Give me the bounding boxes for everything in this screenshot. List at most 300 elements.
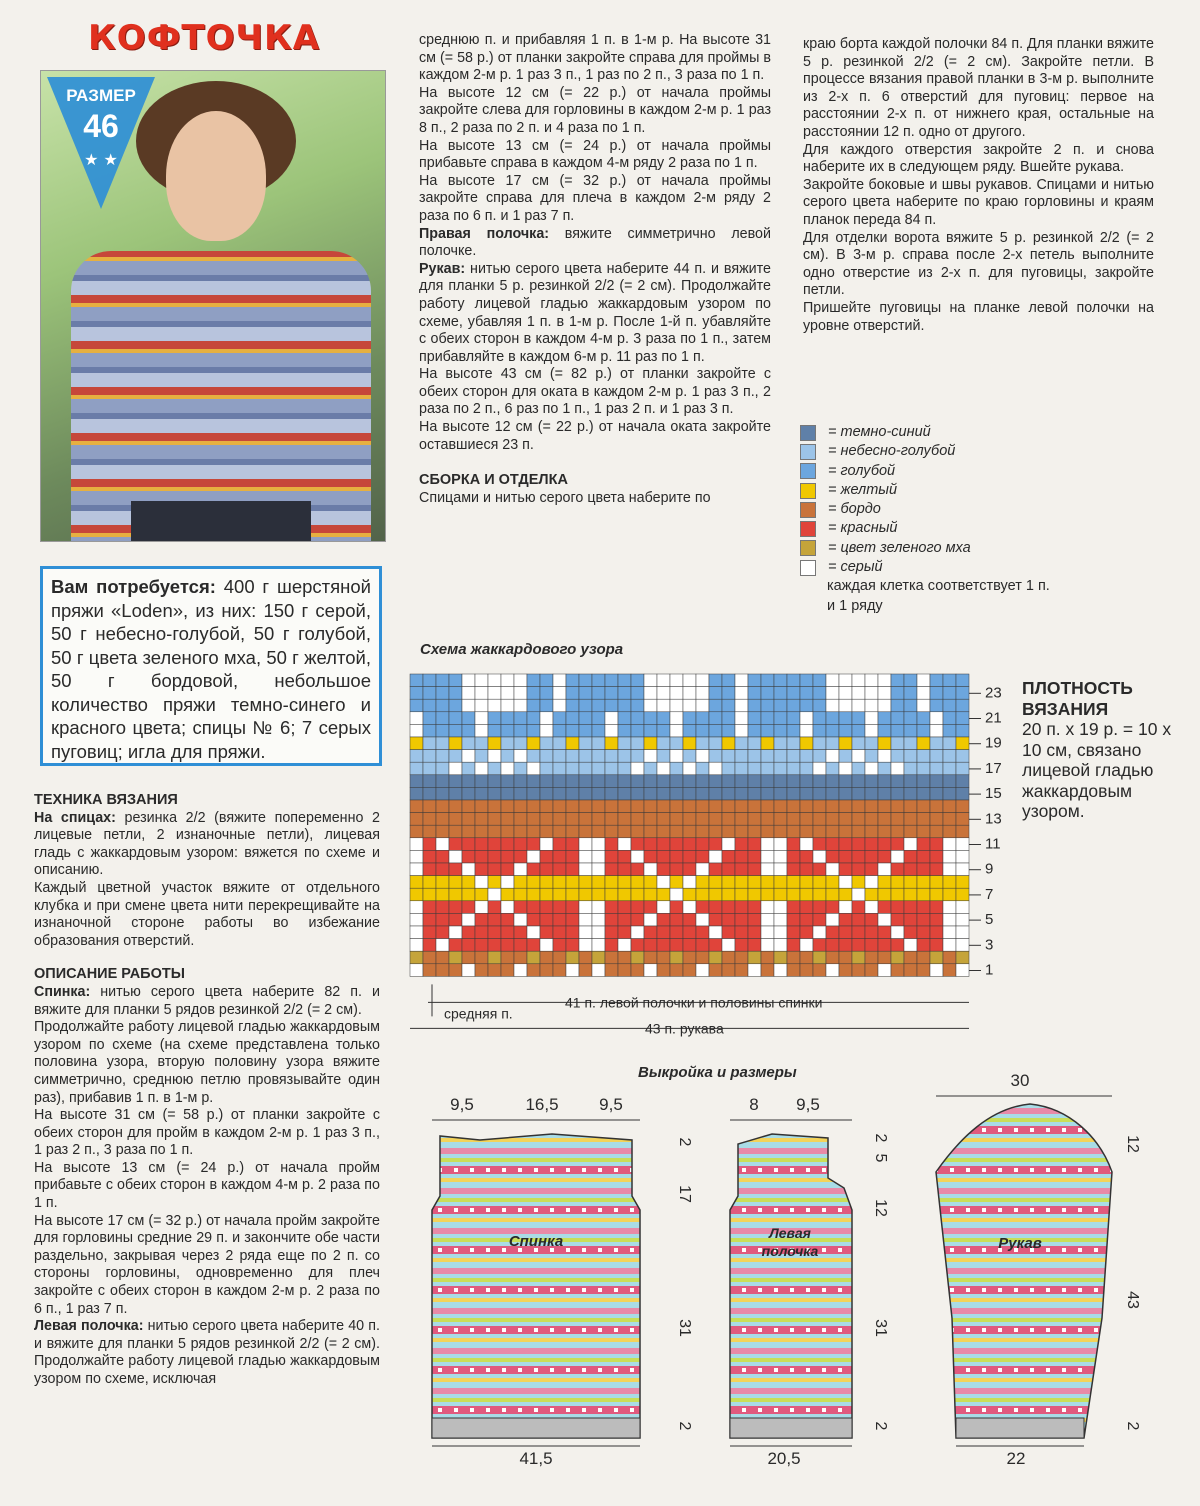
schema-row-label: 23 <box>985 684 1002 702</box>
schema-cell <box>891 775 904 788</box>
schema-cell <box>761 775 774 788</box>
schema-cell <box>553 687 566 700</box>
schema-cell <box>696 724 709 737</box>
schema-cell <box>722 888 735 901</box>
schema-cell <box>423 813 436 826</box>
schema-cell <box>748 850 761 863</box>
schema-cell <box>488 939 501 952</box>
schema-cell <box>462 951 475 964</box>
schema-cell <box>748 813 761 826</box>
schema-cell <box>631 813 644 826</box>
schema-cell <box>670 750 683 763</box>
schema-cell <box>488 687 501 700</box>
schema-cell <box>527 724 540 737</box>
schema-cell <box>826 863 839 876</box>
schema-cell <box>527 825 540 838</box>
schema-cell <box>475 750 488 763</box>
schema-cell <box>449 964 462 977</box>
schema-cell <box>774 800 787 813</box>
schema-cell <box>423 850 436 863</box>
technique-text: резинка 2/2 (вяжите попеременно 2 лицевые петли, 2 изнаночные петли), лицевая гладь с жаккардовым узором: вяжется по схеме и описанию. <box>34 809 380 879</box>
schema-cell <box>943 939 956 952</box>
schema-cell <box>657 813 670 826</box>
schema-cell <box>917 712 930 725</box>
schema-cell <box>696 762 709 775</box>
badge-stars: ★ ★ <box>84 150 118 169</box>
schema-cell <box>722 825 735 838</box>
schema-cell <box>865 926 878 939</box>
schema-cell <box>501 787 514 800</box>
schema-cell <box>748 901 761 914</box>
schema-cell <box>631 850 644 863</box>
schema-cell <box>644 750 657 763</box>
schema-cell <box>865 737 878 750</box>
schema-cell <box>761 913 774 926</box>
schema-cell <box>904 825 917 838</box>
article-title: КОФТОЧКА <box>88 18 321 58</box>
schema-cell <box>943 750 956 763</box>
schema-cell <box>748 876 761 889</box>
schema-cell <box>605 787 618 800</box>
schema-cell <box>436 913 449 926</box>
schema-cell <box>800 800 813 813</box>
legend-label: = голубой <box>828 462 896 479</box>
schema-cell <box>865 800 878 813</box>
schema-cell <box>943 850 956 863</box>
schema-cell <box>696 876 709 889</box>
schema-cell <box>644 825 657 838</box>
schema-cell <box>527 951 540 964</box>
schema-cell <box>748 939 761 952</box>
schema-cell <box>657 825 670 838</box>
schema-cell <box>930 674 943 687</box>
schema-cell <box>839 787 852 800</box>
schema-cell <box>592 800 605 813</box>
schema-cell <box>813 813 826 826</box>
schema-cell <box>462 939 475 952</box>
left-front-p4: На высоте 17 см (= 32 р.) от начала проймы закройте справа для плеча в каждом 2-м ряду 2 раза по 6 п. и 1 раз 7 п. <box>419 172 771 224</box>
schema-cell <box>865 699 878 712</box>
schema-cell <box>917 762 930 775</box>
schema-cell <box>722 674 735 687</box>
schema-cell <box>748 775 761 788</box>
materials-box <box>40 566 382 766</box>
schema-cell <box>852 687 865 700</box>
materials-text: 400 г шерстяной пряжи «Loden», из них: 150 г серой, 50 г небесно-голубой, 50 г голубой, 50 г цвета зеленого мха, 50 г желтой, 50 г бордовой, небольшое количество пряжи темно-синего и красного цвета; спицы № 6; 7 серых пуговиц; игла для пряжи. <box>51 576 371 762</box>
assembly-p1: краю борта каждой полочки 84 п. Для планки вяжите 5 р. резинкой 2/2 (= 2 см). Закройте петли. В процессе вязания правой планки в 3-м р. выполните из 2-х п. 6 отверстий для пуговиц: первое на расстоянии 2-х п. от нижнего края, остальные на расстоянии 12 п. одно от другого. <box>803 36 1154 140</box>
schema-cell <box>579 913 592 926</box>
schema-cell <box>410 813 423 826</box>
schema-cell <box>592 699 605 712</box>
schema-cell <box>579 964 592 977</box>
schema-cell <box>735 800 748 813</box>
schema-cell <box>761 813 774 826</box>
schema-cell <box>631 939 644 952</box>
schema-cell <box>657 737 670 750</box>
schema-cell <box>644 737 657 750</box>
schema-cell <box>579 775 592 788</box>
size-badge <box>47 77 155 209</box>
schema-cell <box>644 951 657 964</box>
schema-cell <box>930 926 943 939</box>
photo-face <box>166 111 266 241</box>
schema-cell <box>683 750 696 763</box>
sleeve-text: нитью серого цвета наберите 44 п. и вяжите для планки 5 р. резинкой 2/2 (= 2 см). Продолжайте работу лицевой гладью жаккардовым узором по схеме, убавляя 1 п. в 1-м р. После 1-й п. убавляйте с обеих сторон в каждом 4-м р. 3 раза по 1 п., затем прибавляйте в каждом 6-м р. 11 раз по 1 п. <box>419 260 771 365</box>
front-width-label: 41 п. левой полочки и половины спинки <box>565 994 823 1011</box>
schema-cell <box>540 813 553 826</box>
schema-cell <box>553 825 566 838</box>
schema-cell <box>462 964 475 977</box>
legend-item <box>800 539 1050 558</box>
sleeve-dim-top: 30 <box>1010 1071 1030 1090</box>
schema-cell <box>852 850 865 863</box>
schema-cell <box>930 888 943 901</box>
schema-cell <box>761 901 774 914</box>
schema-cell <box>501 699 514 712</box>
schema-cell <box>904 800 917 813</box>
schema-cell <box>904 850 917 863</box>
density-heading-2: ВЯЗАНИЯ <box>1022 698 1109 719</box>
schema-cell <box>527 787 540 800</box>
schema-cell <box>527 863 540 876</box>
schema-cell <box>592 939 605 952</box>
schema-cell <box>605 724 618 737</box>
schema-cell <box>605 712 618 725</box>
column-1 <box>34 792 380 1389</box>
schema-cell <box>618 762 631 775</box>
schema-cell <box>449 939 462 952</box>
schema-cell <box>449 825 462 838</box>
schema-cell <box>553 712 566 725</box>
pattern-pieces <box>400 1068 1160 1478</box>
schema-row-label: 11 <box>985 835 1001 853</box>
schema-cell <box>839 951 852 964</box>
schema-cell <box>605 901 618 914</box>
schema-cell <box>904 838 917 851</box>
schema-cell <box>644 913 657 926</box>
schema-cell <box>891 850 904 863</box>
schema-cell <box>423 901 436 914</box>
back-p3: На высоте 31 см (= 58 р.) от планки закройте с обеих сторон для пройм в каждом 2-м р. 1 раз 3 п., 1 раз 2 п., 3 раза по 1 п. <box>34 1107 380 1159</box>
schema-cell <box>631 825 644 838</box>
schema-cell <box>631 913 644 926</box>
schema-cell <box>475 762 488 775</box>
schema-cell <box>488 762 501 775</box>
schema-cell <box>696 901 709 914</box>
schema-cell <box>748 800 761 813</box>
schema-cell <box>709 750 722 763</box>
schema-cell <box>709 762 722 775</box>
schema-cell <box>722 863 735 876</box>
schema-cell <box>501 825 514 838</box>
schema-cell <box>722 787 735 800</box>
schema-cell <box>527 712 540 725</box>
schema-cell <box>787 825 800 838</box>
schema-cell <box>735 838 748 851</box>
schema-cell <box>917 775 930 788</box>
schema-cell <box>527 888 540 901</box>
schema-cell <box>592 926 605 939</box>
schema-cell <box>449 926 462 939</box>
schema-cell <box>579 863 592 876</box>
schema-cell <box>943 863 956 876</box>
schema-cell <box>436 901 449 914</box>
schema-cell <box>891 926 904 939</box>
schema-cell <box>618 901 631 914</box>
schema-cell <box>592 712 605 725</box>
schema-cell <box>696 737 709 750</box>
schema-cell <box>709 737 722 750</box>
schema-cell <box>657 674 670 687</box>
color-legend <box>800 423 1050 616</box>
schema-cell <box>514 787 527 800</box>
schema-cell <box>501 724 514 737</box>
schema-cell <box>527 813 540 826</box>
schema-cell <box>774 724 787 737</box>
schema-cell <box>878 850 891 863</box>
schema-cell <box>761 850 774 863</box>
schema-cell <box>878 913 891 926</box>
schema-cell <box>631 674 644 687</box>
schema-cell <box>540 964 553 977</box>
schema-cell <box>748 699 761 712</box>
schema-cell <box>566 838 579 851</box>
schema-cell <box>631 699 644 712</box>
schema-cell <box>579 838 592 851</box>
schema-cell <box>943 888 956 901</box>
schema-cell <box>774 939 787 952</box>
schema-cell <box>813 737 826 750</box>
schema-cell <box>839 737 852 750</box>
schema-cell <box>553 913 566 926</box>
schema-cell <box>579 813 592 826</box>
schema-cell <box>657 964 670 977</box>
front-dim-bottom: 20,5 <box>767 1449 801 1468</box>
front-dim-h3: 12 <box>872 1199 889 1217</box>
schema-cell <box>683 699 696 712</box>
schema-cell <box>722 876 735 889</box>
badge-label: РАЗМЕР <box>66 86 136 105</box>
schema-cell <box>891 737 904 750</box>
legend-swatch <box>800 425 816 441</box>
schema-cell <box>852 901 865 914</box>
schema-cell <box>917 939 930 952</box>
schema-cell <box>943 913 956 926</box>
schema-cell <box>501 876 514 889</box>
schema-cell <box>813 712 826 725</box>
schema-cell <box>930 850 943 863</box>
schema-cell <box>813 876 826 889</box>
schema-cell <box>735 712 748 725</box>
schema-cell <box>826 850 839 863</box>
schema-cell <box>748 750 761 763</box>
legend-swatch <box>800 560 816 576</box>
schema-cell <box>943 876 956 889</box>
schema-cell <box>410 687 423 700</box>
schema-cell <box>631 863 644 876</box>
middle-stitch-label: средняя п. <box>444 1005 513 1022</box>
schema-cell <box>917 901 930 914</box>
schema-cell <box>540 939 553 952</box>
schema-cell <box>878 863 891 876</box>
schema-cell <box>787 775 800 788</box>
schema-cell <box>410 724 423 737</box>
schema-cell <box>553 926 566 939</box>
schema-cell <box>605 838 618 851</box>
back-dim-h2: 17 <box>676 1185 693 1203</box>
schema-cell <box>800 850 813 863</box>
sleeve-p7: На высоте 12 см (= 22 р.) от начала оката закройте оставшиеся 23 п. <box>419 419 771 453</box>
schema-cell <box>852 762 865 775</box>
schema-cell <box>410 838 423 851</box>
left-front-text: нитью серого цвета наберите 40 п. и вяжите для планки 5 рядов резинкой 2/2 (= 2 см). Продолжайте работу лицевой гладью жаккардовым узором по схеме, исключая <box>34 1318 380 1387</box>
schema-cell <box>800 750 813 763</box>
schema-cell <box>683 888 696 901</box>
schema-cell <box>566 687 579 700</box>
schema-cell <box>878 687 891 700</box>
schema-cell <box>735 762 748 775</box>
schema-cell <box>865 687 878 700</box>
schema-cell <box>774 825 787 838</box>
schema-cell <box>761 951 774 964</box>
schema-cell <box>800 825 813 838</box>
schema-cell <box>644 712 657 725</box>
badge-size: 46 <box>83 108 119 144</box>
schema-cell <box>566 850 579 863</box>
schema-cell <box>774 850 787 863</box>
schema-row-label: 17 <box>985 759 1002 777</box>
schema-cell <box>540 913 553 926</box>
schema-cell <box>787 951 800 964</box>
schema-cell <box>579 750 592 763</box>
schema-cell <box>423 687 436 700</box>
schema-cell <box>722 724 735 737</box>
schema-cell <box>878 813 891 826</box>
schema-cell <box>644 762 657 775</box>
schema-cell <box>865 964 878 977</box>
sleeve-dim-h2: 43 <box>1124 1291 1141 1309</box>
schema-cell <box>709 712 722 725</box>
legend-label: = бордо <box>828 501 881 518</box>
schema-cell <box>410 737 423 750</box>
schema-cell <box>605 687 618 700</box>
schema-cell <box>592 951 605 964</box>
schema-cell <box>592 674 605 687</box>
schema-cell <box>683 926 696 939</box>
schema-cell <box>709 964 722 977</box>
schema-cell <box>540 787 553 800</box>
schema-cell <box>527 876 540 889</box>
schema-cell <box>501 951 514 964</box>
schema-cell <box>436 825 449 838</box>
schema-cell <box>527 800 540 813</box>
schema-cell <box>748 913 761 926</box>
schema-cell <box>566 913 579 926</box>
schema-cell <box>592 888 605 901</box>
schema-cell <box>423 888 436 901</box>
schema-cell <box>644 863 657 876</box>
schema-cell <box>514 724 527 737</box>
schema-cell <box>488 674 501 687</box>
schema-cell <box>787 750 800 763</box>
schema-cell <box>436 699 449 712</box>
schema-cell <box>813 926 826 939</box>
schema-cell <box>670 964 683 977</box>
schema-cell <box>696 850 709 863</box>
schema-cell <box>475 712 488 725</box>
front-dim-h1: 2 <box>872 1133 889 1143</box>
schema-cell <box>865 939 878 952</box>
schema-cell <box>540 838 553 851</box>
schema-cell <box>761 939 774 952</box>
schema-cell <box>462 838 475 851</box>
schema-cell <box>592 901 605 914</box>
schema-cell <box>735 724 748 737</box>
schema-cell <box>748 888 761 901</box>
schema-cell <box>449 750 462 763</box>
schema-cell <box>436 863 449 876</box>
schema-cell <box>475 775 488 788</box>
schema-cell <box>878 838 891 851</box>
back-label: Спинка: <box>34 983 91 1000</box>
schema-cell <box>839 775 852 788</box>
schema-cell <box>878 800 891 813</box>
schema-cell <box>735 939 748 952</box>
schema-cell <box>917 750 930 763</box>
schema-cell <box>644 787 657 800</box>
schema-cell <box>553 850 566 863</box>
legend-swatch <box>800 540 816 556</box>
schema-row-label: 1 <box>985 961 994 979</box>
schema-cell <box>683 800 696 813</box>
schema-cell <box>449 699 462 712</box>
back-dim-h3: 31 <box>676 1319 693 1337</box>
schema-cell <box>813 964 826 977</box>
schema-cell <box>618 775 631 788</box>
schema-cell <box>748 863 761 876</box>
schema-cell <box>527 939 540 952</box>
schema-cell <box>527 687 540 700</box>
legend-swatch <box>800 502 816 518</box>
schema-cell <box>865 813 878 826</box>
schema-cell <box>761 888 774 901</box>
schema-cell <box>943 926 956 939</box>
schema-cell <box>709 901 722 914</box>
schema-cell <box>722 750 735 763</box>
schema-cell <box>904 775 917 788</box>
schema-cell <box>683 687 696 700</box>
schema-cell <box>501 913 514 926</box>
schema-cell <box>410 750 423 763</box>
schema-cell <box>917 863 930 876</box>
schema-cell <box>475 838 488 851</box>
schema-cell <box>683 964 696 977</box>
sleeve-width-label: 43 п. рукава <box>645 1020 724 1037</box>
schema-cell <box>670 775 683 788</box>
schema-cell <box>670 800 683 813</box>
schema-cell <box>696 712 709 725</box>
schema-cell <box>670 699 683 712</box>
schema-cell <box>956 699 969 712</box>
right-front-label: Правая полочка: <box>419 225 550 242</box>
schema-cell <box>774 863 787 876</box>
schema-cell <box>657 775 670 788</box>
schema-cell <box>605 813 618 826</box>
schema-cell <box>748 737 761 750</box>
schema-cell <box>462 762 475 775</box>
schema-cell <box>839 863 852 876</box>
schema-cell <box>917 926 930 939</box>
